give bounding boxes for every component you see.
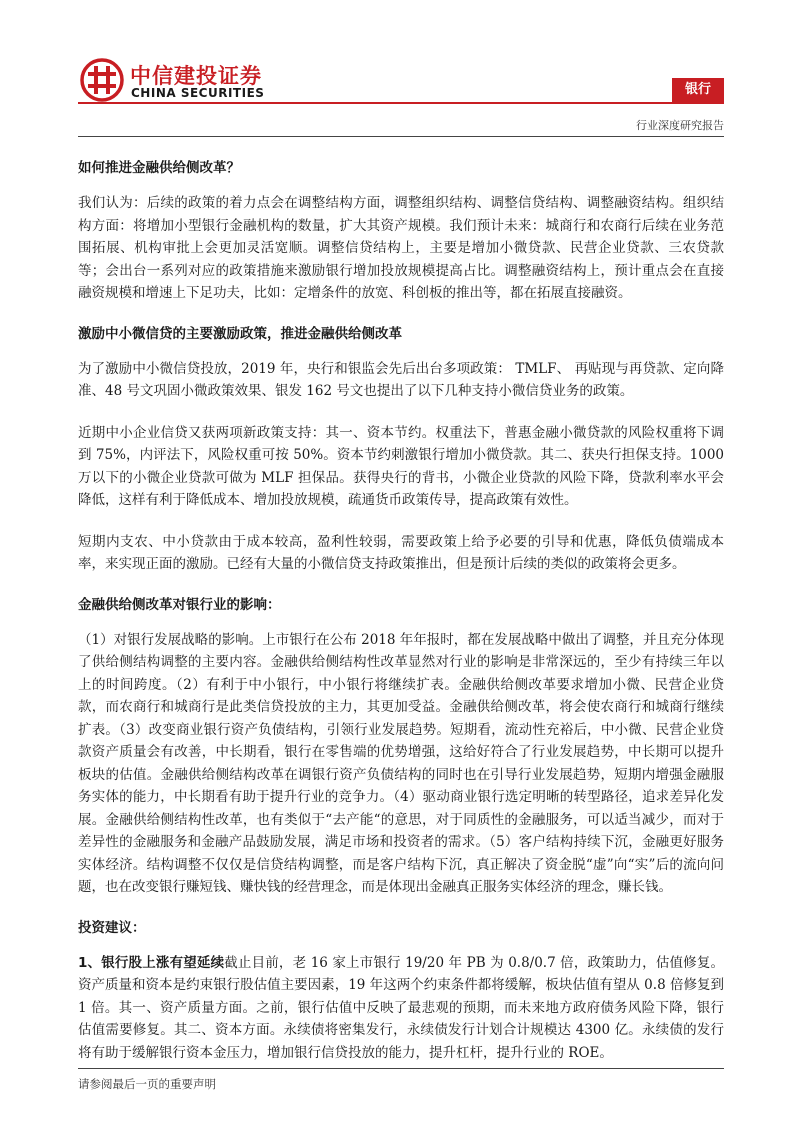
section-heading: 如何推进金融供给侧改革？ xyxy=(78,160,240,176)
report-type: 行业深度研究报告 xyxy=(636,119,724,132)
section-heading: 激励中小微信贷的主要激励政策，推进金融供给侧改革 xyxy=(78,325,402,342)
paragraph: 短期内支农、中小贷款由于成本较高，盈利性较弱，需要政策上给予必要的引导和优惠，降低负债端成本率，来实现正面的激励。已经有大量的小微信贷支持政策推出，但是预计后续的类似的政策将会更多。 xyxy=(78,533,724,572)
paragraph: 我们认为：后续的政策的着力点会在调整结构方面，调整组织结构、调整信贷结构、调整融资结构。组织结构方面：将增加小型银行金融机构的数量，扩大其资产规模。我们预计未来：城商行和农商行后续在业务范围拓展、机构审批上会更加灵活宽顺。调整信贷结构上，主要是增加小微贷款、民营企业贷款、三农贷款等；会出台一系列对应的政策措施来激励银行增加投放规模提高占比。调整融资结构上，预计重点会在直接融资规模和增速上下足功夫，比如：定增条件的放宽、科创板的推出等，都在拓展直接融资。 xyxy=(78,195,724,301)
section-heading: 金融供给侧改革对银行业的影响： xyxy=(78,596,281,613)
footer-divider xyxy=(78,1068,724,1069)
page-header xyxy=(0,0,802,140)
page-body xyxy=(78,158,724,1083)
section-heading: 投资建议： xyxy=(78,919,146,936)
header-rule xyxy=(78,102,724,104)
logo-text-cn: 中信建投证券 xyxy=(130,64,262,88)
paragraph: （1）对银行发展战略的影响。上市银行在公布 2018 年年报时，都在发展战略中做出了调整，并且充分体现了供给侧结构调整的主要内容。金融供给侧结构性改革显然对行业的影响是非常深远的，至少有持续三年以上的时间跨度。（2）有利于中小银行，中小银行将继续扩表。金融供给侧改革要求增加小微、民营企业贷款，而农商行和城商行是此类信贷投放的主力，其更加受益。金融供给侧改革，将会使农商行和城商行继续扩表。（3）改变商业银行资产负债结构，引领行业发展趋势。短期看，流动性充裕后，中小微、民营企业贷款资产质量会有改善，中长期看，银行在零售端的优势增强，这给好符合了行业发展趋势，中长期可以提升板块的估值。金融供给侧结构改革在调银行资产负债结构的同时也在引导行业发展趋势，短期内增强金融服务实体的能力，中长期看有助于提升行业的竞争力。（4）驱动商业银行选定明晰的转型路径，追求差异化发展。金融供给侧结构性改革，也有类似于“去产能“的意思，对于同质性的金融服务，可以适当减少，而对于差异性的金融服务和金融产品鼓励发展，满足市场和投资者的需求。（5）客户结构持续下沉，金融更好服务实体经济。结构调整不仅仅是信贷结构调整，而是客户结构下沉，真正解决了资金脱“虚”向“实”后的流向问题，也在改变银行赚短钱、赚快钱的经营理念，而是体现出金融真正服务实体经济的理念，赚长钱。 xyxy=(78,631,724,895)
header-divider xyxy=(78,136,724,137)
citic-logo-icon xyxy=(80,58,124,102)
section-tag: 银行 xyxy=(672,78,724,102)
footer-disclaimer: 请参阅最后一页的重要声明 xyxy=(78,1077,216,1091)
company-logo xyxy=(80,58,280,102)
paragraph-lead: 1、银行股上涨有望延续 xyxy=(78,954,225,971)
paragraph-text: 截止目前，老 16 家上市银行 19/20 年 PB 为 0.8/0.7 倍，政策助力，估值修复。资产质量和资本是约束银行股估值主要因素，19 年这两个约束条件都将缓解，板块估值有望从 0.8 倍修复到 1 倍。其一、资产质量方面。之前，银行估值中反映了最悲观的预期，而未来地方政府债务风险下降，银行估值需要修复。其二、资本方面。永续债将密集发行，永续债发行计划合计规模达 4300 亿。永续债的发行将有助于缓解银行资本金压力，增加银行信贷投放的能力，提升杠杆，提升行业的 ROE。 xyxy=(78,954,724,1061)
logo-text-en: CHINA SECURITIES xyxy=(131,86,265,100)
paragraph xyxy=(78,952,724,1065)
paragraph: 为了激励中小微信贷投放，2019 年，央行和银监会先后出台多项政策： TMLF、 再贴现与再贷款、定向降准、48 号文巩固小微政策效果、银发 162 号文也提出了以下几种支持小微信贷业务的政策。 xyxy=(78,360,724,399)
paragraph: 近期中小企业信贷又获两项新政策支持：其一、资本节约。权重法下，普惠金融小微贷款的风险权重将下调到 75%，内评法下，风险权重可按 50%。资本节约刺激银行增加小微贷款。其二、获央行担保支持。1000 万以下的小微企业贷款可做为 MLF 担保品。获得央行的背书，小微企业贷款的风险下降，贷款利率水平会降低，这样有利于降低成本、增加投放规模，疏通货币政策传导，提高政策有效性。 xyxy=(78,424,724,508)
